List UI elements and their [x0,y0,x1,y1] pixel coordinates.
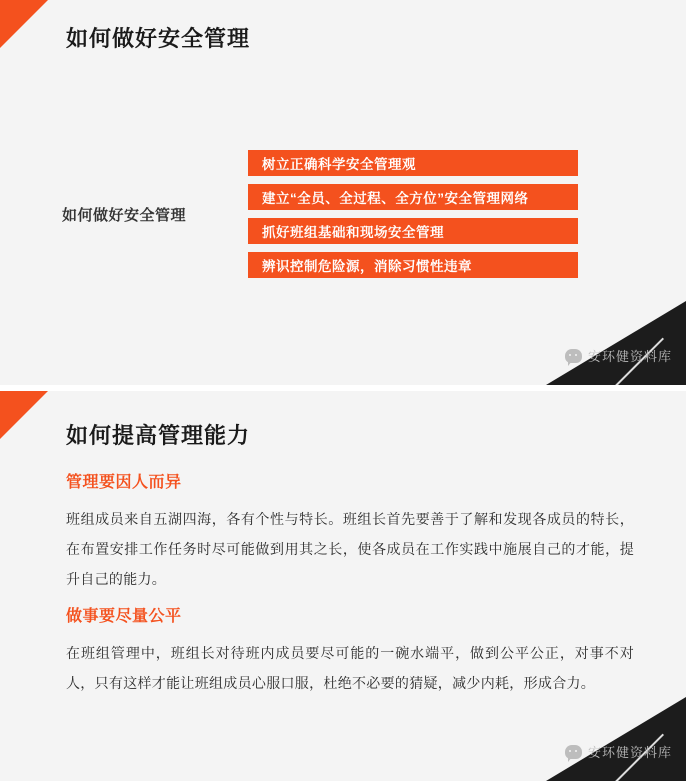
diagram-bar-item: 辨识控制危险源，消除习惯性违章 [248,252,578,278]
section-be-fair [66,603,634,698]
diagram-root-label: 如何做好安全管理 [61,206,186,224]
section-heading: 做事要尽量公平 [66,608,182,625]
diagram-bar-list [248,150,578,278]
slide-improve-management-ability [0,391,686,781]
page-title: 如何提高管理能力 [66,423,251,448]
diagram-bar-item: 建立“全员、全过程、全方位”安全管理网络 [248,184,578,210]
watermark-label: 安环健资料库 [587,349,672,364]
section-manage-by-person [66,469,634,594]
page-title: 如何做好安全管理 [66,26,251,51]
section-heading: 管理要因人而异 [66,474,182,491]
corner-triangle-icon [0,391,48,439]
diagram-bar-item: 抓好班组基础和现场安全管理 [248,218,578,244]
wechat-icon [565,349,582,363]
diagram-bar-item: 树立正确科学安全管理观 [248,150,578,176]
wechat-icon [565,745,582,759]
diagram-how-to-manage-safety [0,150,686,278]
section-body: 班组成员来自五湖四海，各有个性与特长。班组长首先要善于了解和发现各成员的特长，在布置安排工作任务时尽可能做到用其之长，使各成员在工作实践中施展自己的才能，提升自己的能力。 [66,511,634,587]
corner-wedge-decoration [546,301,686,385]
section-body: 在班组管理中，班组长对待班内成员要尽可能的一碗水端平，做到公平公正，对事不对人，只有这样才能让班组成员心服口服，杜绝不必要的猜疑，减少内耗，形成合力。 [66,645,634,691]
corner-wedge-decoration [546,697,686,781]
watermark-label: 安环健资料库 [587,745,672,760]
corner-triangle-icon [0,0,48,48]
watermark [565,346,672,365]
slide-safety-management [0,0,686,385]
watermark [565,742,672,761]
